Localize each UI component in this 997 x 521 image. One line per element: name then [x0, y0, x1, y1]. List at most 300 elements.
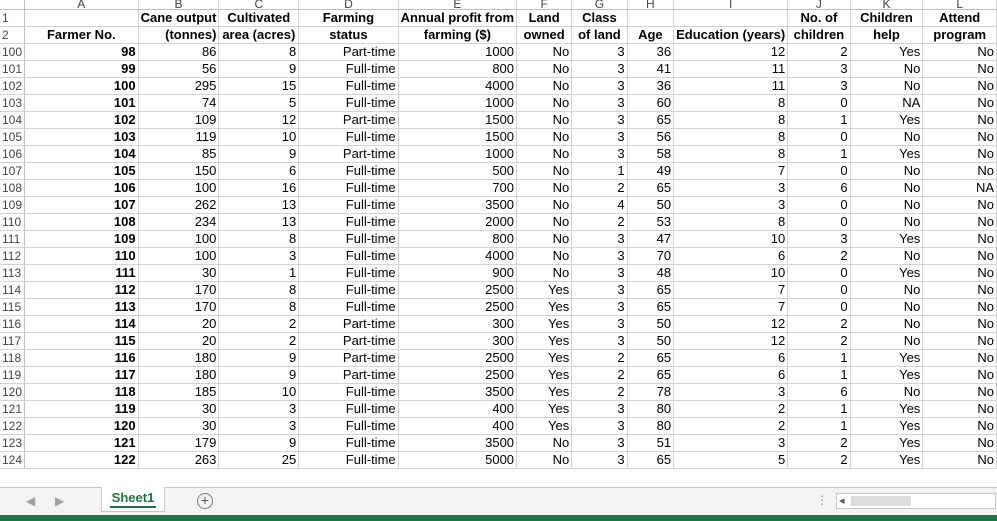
data-cell[interactable]: 150	[138, 163, 219, 180]
data-cell[interactable]: Full-time	[299, 95, 398, 112]
header-cell[interactable]	[25, 10, 139, 27]
data-cell[interactable]: No	[517, 78, 572, 95]
data-cell[interactable]: 65	[627, 112, 674, 129]
data-cell[interactable]: 106	[25, 180, 139, 197]
data-cell[interactable]: 170	[138, 282, 219, 299]
data-cell[interactable]: 3	[572, 435, 627, 452]
data-cell[interactable]: 3500	[398, 197, 516, 214]
row-number[interactable]: 104	[0, 112, 25, 129]
data-cell[interactable]: 180	[138, 367, 219, 384]
data-cell[interactable]: 80	[627, 401, 674, 418]
data-cell[interactable]: 7	[674, 163, 788, 180]
data-cell[interactable]: Yes	[517, 333, 572, 350]
column-header[interactable]: C	[219, 0, 299, 10]
data-cell[interactable]: NA	[923, 180, 997, 197]
data-cell[interactable]: Yes	[850, 44, 923, 61]
data-cell[interactable]: 170	[138, 299, 219, 316]
data-cell[interactable]: No	[517, 163, 572, 180]
data-cell[interactable]: 6	[674, 350, 788, 367]
data-cell[interactable]: Yes	[850, 146, 923, 163]
data-cell[interactable]: 2	[788, 248, 850, 265]
column-header[interactable]: H	[627, 0, 674, 10]
data-cell[interactable]: 1000	[398, 146, 516, 163]
data-cell[interactable]: Yes	[517, 418, 572, 435]
data-cell[interactable]: 800	[398, 231, 516, 248]
data-cell[interactable]: 3	[572, 452, 627, 469]
data-cell[interactable]: No	[517, 129, 572, 146]
data-cell[interactable]: NA	[850, 95, 923, 112]
data-cell[interactable]: 295	[138, 78, 219, 95]
data-cell[interactable]: No	[850, 214, 923, 231]
data-cell[interactable]: 3	[572, 299, 627, 316]
column-header[interactable]: B	[138, 0, 219, 10]
data-cell[interactable]: 0	[788, 95, 850, 112]
data-cell[interactable]: No	[850, 333, 923, 350]
row-number[interactable]: 115	[0, 299, 25, 316]
data-cell[interactable]: 56	[627, 129, 674, 146]
data-cell[interactable]: 400	[398, 401, 516, 418]
data-cell[interactable]: 2	[572, 367, 627, 384]
data-cell[interactable]: 122	[25, 452, 139, 469]
data-cell[interactable]: 2	[788, 333, 850, 350]
column-header[interactable]: D	[299, 0, 398, 10]
select-all-corner[interactable]	[0, 0, 25, 10]
data-cell[interactable]: 1	[788, 146, 850, 163]
data-cell[interactable]: Full-time	[299, 61, 398, 78]
data-cell[interactable]: 113	[25, 299, 139, 316]
data-cell[interactable]: 112	[25, 282, 139, 299]
header-cell[interactable]: Age	[627, 27, 674, 44]
data-cell[interactable]: 185	[138, 384, 219, 401]
data-cell[interactable]: Yes	[517, 316, 572, 333]
data-cell[interactable]: 2500	[398, 299, 516, 316]
data-cell[interactable]: 8	[219, 231, 299, 248]
data-cell[interactable]: 86	[138, 44, 219, 61]
data-cell[interactable]: 65	[627, 367, 674, 384]
data-cell[interactable]: 3	[572, 333, 627, 350]
data-cell[interactable]: No	[850, 299, 923, 316]
data-cell[interactable]: 100	[138, 248, 219, 265]
data-cell[interactable]: 800	[398, 61, 516, 78]
data-cell[interactable]: No	[923, 112, 997, 129]
header-cell[interactable]: Farming	[299, 10, 398, 27]
data-cell[interactable]: 20	[138, 333, 219, 350]
data-cell[interactable]: Part-time	[299, 350, 398, 367]
data-cell[interactable]: 2500	[398, 282, 516, 299]
data-cell[interactable]: 5	[219, 95, 299, 112]
data-cell[interactable]: 3	[219, 418, 299, 435]
data-cell[interactable]: 13	[219, 214, 299, 231]
data-cell[interactable]: 1	[788, 367, 850, 384]
tab-scroll-left-icon[interactable]: ◀	[26, 494, 36, 508]
data-cell[interactable]: 6	[674, 367, 788, 384]
data-cell[interactable]: No	[850, 78, 923, 95]
data-cell[interactable]: Full-time	[299, 418, 398, 435]
data-cell[interactable]: No	[850, 129, 923, 146]
row-number[interactable]: 108	[0, 180, 25, 197]
data-cell[interactable]: 3	[572, 44, 627, 61]
data-cell[interactable]: 60	[627, 95, 674, 112]
data-cell[interactable]: 900	[398, 265, 516, 282]
row-number[interactable]: 109	[0, 197, 25, 214]
data-cell[interactable]: Part-time	[299, 333, 398, 350]
header-cell[interactable]	[627, 10, 674, 27]
header-cell[interactable]: Land	[517, 10, 572, 27]
data-cell[interactable]: No	[850, 282, 923, 299]
data-cell[interactable]: 8	[674, 214, 788, 231]
data-cell[interactable]: 9	[219, 435, 299, 452]
data-cell[interactable]: 49	[627, 163, 674, 180]
header-cell[interactable]: Cultivated	[219, 10, 299, 27]
data-cell[interactable]: 12	[674, 333, 788, 350]
data-cell[interactable]: 3	[674, 435, 788, 452]
data-cell[interactable]: 50	[627, 197, 674, 214]
data-cell[interactable]: 118	[25, 384, 139, 401]
data-cell[interactable]: 3500	[398, 435, 516, 452]
data-cell[interactable]: 8	[674, 95, 788, 112]
header-cell[interactable]: owned	[517, 27, 572, 44]
data-cell[interactable]: 78	[627, 384, 674, 401]
data-cell[interactable]: 20	[138, 316, 219, 333]
data-cell[interactable]: Yes	[517, 401, 572, 418]
data-cell[interactable]: No	[517, 112, 572, 129]
data-cell[interactable]: 111	[25, 265, 139, 282]
data-cell[interactable]: 41	[627, 61, 674, 78]
data-cell[interactable]: 4000	[398, 248, 516, 265]
column-header[interactable]: A	[25, 0, 139, 10]
data-cell[interactable]: 117	[25, 367, 139, 384]
data-cell[interactable]: 58	[627, 146, 674, 163]
data-cell[interactable]: 36	[627, 44, 674, 61]
data-cell[interactable]: Part-time	[299, 316, 398, 333]
data-cell[interactable]: 65	[627, 350, 674, 367]
data-cell[interactable]: No	[923, 129, 997, 146]
data-cell[interactable]: 300	[398, 333, 516, 350]
data-cell[interactable]: Full-time	[299, 282, 398, 299]
header-cell[interactable]: (tonnes)	[138, 27, 219, 44]
row-number[interactable]: 107	[0, 163, 25, 180]
data-cell[interactable]: 3	[572, 112, 627, 129]
data-cell[interactable]: 30	[138, 265, 219, 282]
data-cell[interactable]: 1500	[398, 112, 516, 129]
data-cell[interactable]: 65	[627, 180, 674, 197]
header-cell[interactable]: help	[850, 27, 923, 44]
column-header[interactable]: L	[923, 0, 997, 10]
data-cell[interactable]: 1500	[398, 129, 516, 146]
scrollbar-thumb[interactable]	[851, 496, 911, 506]
data-cell[interactable]: Yes	[850, 367, 923, 384]
data-cell[interactable]: 2	[219, 316, 299, 333]
data-cell[interactable]: 102	[25, 112, 139, 129]
row-number[interactable]: 122	[0, 418, 25, 435]
data-cell[interactable]: 1000	[398, 95, 516, 112]
column-header[interactable]: K	[850, 0, 923, 10]
data-cell[interactable]: No	[517, 61, 572, 78]
data-cell[interactable]: Yes	[850, 418, 923, 435]
data-cell[interactable]: 2	[788, 435, 850, 452]
data-cell[interactable]: No	[923, 333, 997, 350]
data-cell[interactable]: 109	[25, 231, 139, 248]
data-cell[interactable]: No	[517, 95, 572, 112]
column-header[interactable]: I	[674, 0, 788, 10]
add-sheet-button[interactable]: +	[197, 493, 213, 509]
column-header[interactable]: J	[788, 0, 850, 10]
row-number[interactable]: 116	[0, 316, 25, 333]
data-cell[interactable]: 0	[788, 214, 850, 231]
data-cell[interactable]: 9	[219, 367, 299, 384]
data-cell[interactable]: 3	[572, 401, 627, 418]
header-cell[interactable]: Children	[850, 10, 923, 27]
data-cell[interactable]: Part-time	[299, 367, 398, 384]
data-cell[interactable]: 2	[674, 418, 788, 435]
data-cell[interactable]: 0	[788, 197, 850, 214]
data-cell[interactable]: 119	[138, 129, 219, 146]
header-cell[interactable]: program	[923, 27, 997, 44]
data-cell[interactable]: 262	[138, 197, 219, 214]
row-number[interactable]: 101	[0, 61, 25, 78]
header-cell[interactable]: of land	[572, 27, 627, 44]
data-cell[interactable]: 114	[25, 316, 139, 333]
row-number[interactable]: 111	[0, 231, 25, 248]
data-cell[interactable]: No	[923, 316, 997, 333]
data-cell[interactable]: 10	[674, 231, 788, 248]
data-cell[interactable]: 2500	[398, 367, 516, 384]
row-number[interactable]: 120	[0, 384, 25, 401]
row-number[interactable]: 1	[0, 10, 25, 27]
data-cell[interactable]: 3	[572, 78, 627, 95]
data-cell[interactable]: 4000	[398, 78, 516, 95]
header-cell[interactable]	[674, 10, 788, 27]
horizontal-scrollbar[interactable]	[836, 493, 996, 509]
data-cell[interactable]: 103	[25, 129, 139, 146]
data-cell[interactable]: No	[923, 163, 997, 180]
data-cell[interactable]: 105	[25, 163, 139, 180]
data-cell[interactable]: Full-time	[299, 163, 398, 180]
data-cell[interactable]: 2000	[398, 214, 516, 231]
data-cell[interactable]: Full-time	[299, 299, 398, 316]
data-cell[interactable]: Yes	[850, 112, 923, 129]
row-number[interactable]: 103	[0, 95, 25, 112]
row-number[interactable]: 100	[0, 44, 25, 61]
data-cell[interactable]: No	[517, 248, 572, 265]
data-cell[interactable]: 5	[674, 452, 788, 469]
data-cell[interactable]: 65	[627, 452, 674, 469]
data-cell[interactable]: 0	[788, 163, 850, 180]
data-cell[interactable]: No	[850, 197, 923, 214]
data-cell[interactable]: 3	[788, 61, 850, 78]
data-cell[interactable]: 50	[627, 316, 674, 333]
data-cell[interactable]: No	[923, 231, 997, 248]
row-number[interactable]: 106	[0, 146, 25, 163]
data-cell[interactable]: No	[517, 265, 572, 282]
header-cell[interactable]: Class	[572, 10, 627, 27]
data-cell[interactable]: 80	[627, 418, 674, 435]
row-number[interactable]: 105	[0, 129, 25, 146]
data-cell[interactable]: No	[923, 214, 997, 231]
data-cell[interactable]: Full-time	[299, 452, 398, 469]
data-cell[interactable]: No	[517, 146, 572, 163]
data-cell[interactable]: No	[517, 435, 572, 452]
row-number[interactable]: 117	[0, 333, 25, 350]
data-cell[interactable]: 6	[788, 180, 850, 197]
data-cell[interactable]: 3500	[398, 384, 516, 401]
data-cell[interactable]: No	[517, 197, 572, 214]
data-cell[interactable]: 30	[138, 401, 219, 418]
data-cell[interactable]: 5000	[398, 452, 516, 469]
data-cell[interactable]: 100	[138, 180, 219, 197]
column-header[interactable]: E	[398, 0, 516, 10]
data-cell[interactable]: 116	[25, 350, 139, 367]
data-cell[interactable]: No	[850, 384, 923, 401]
data-cell[interactable]: No	[923, 95, 997, 112]
data-cell[interactable]: 3	[219, 401, 299, 418]
header-cell[interactable]: status	[299, 27, 398, 44]
data-cell[interactable]: 16	[219, 180, 299, 197]
data-cell[interactable]: 500	[398, 163, 516, 180]
data-cell[interactable]: No	[850, 248, 923, 265]
data-cell[interactable]: Full-time	[299, 197, 398, 214]
data-cell[interactable]: 180	[138, 350, 219, 367]
data-cell[interactable]: No	[517, 180, 572, 197]
data-cell[interactable]: No	[923, 44, 997, 61]
data-cell[interactable]: 2	[219, 333, 299, 350]
data-cell[interactable]: 3	[219, 248, 299, 265]
row-number[interactable]: 102	[0, 78, 25, 95]
data-cell[interactable]: 0	[788, 129, 850, 146]
data-cell[interactable]: 119	[25, 401, 139, 418]
data-cell[interactable]: 51	[627, 435, 674, 452]
data-cell[interactable]: 1	[788, 112, 850, 129]
data-cell[interactable]: 36	[627, 78, 674, 95]
scroll-left-icon[interactable]: ◂	[839, 495, 845, 507]
header-cell[interactable]: Education (years)	[674, 27, 788, 44]
data-cell[interactable]: No	[923, 435, 997, 452]
data-cell[interactable]: Part-time	[299, 112, 398, 129]
data-cell[interactable]: Full-time	[299, 401, 398, 418]
row-number[interactable]: 123	[0, 435, 25, 452]
data-cell[interactable]: No	[923, 299, 997, 316]
data-cell[interactable]: 2	[572, 350, 627, 367]
data-cell[interactable]: 3	[788, 231, 850, 248]
data-cell[interactable]: Yes	[850, 350, 923, 367]
data-cell[interactable]: 3	[788, 78, 850, 95]
data-cell[interactable]: 121	[25, 435, 139, 452]
data-cell[interactable]: 65	[627, 299, 674, 316]
data-cell[interactable]: 0	[788, 282, 850, 299]
data-cell[interactable]: 74	[138, 95, 219, 112]
data-cell[interactable]: 100	[138, 231, 219, 248]
data-cell[interactable]: 3	[674, 197, 788, 214]
row-number[interactable]: 2	[0, 27, 25, 44]
data-cell[interactable]: Part-time	[299, 146, 398, 163]
data-cell[interactable]: Yes	[517, 367, 572, 384]
data-cell[interactable]: 107	[25, 197, 139, 214]
row-number[interactable]: 121	[0, 401, 25, 418]
column-header[interactable]: F	[517, 0, 572, 10]
data-cell[interactable]: 263	[138, 452, 219, 469]
data-cell[interactable]: No	[923, 350, 997, 367]
header-cell[interactable]: children	[788, 27, 850, 44]
row-number[interactable]: 124	[0, 452, 25, 469]
data-cell[interactable]: 48	[627, 265, 674, 282]
data-cell[interactable]: 0	[788, 265, 850, 282]
data-cell[interactable]: 3	[572, 265, 627, 282]
data-cell[interactable]: Yes	[850, 265, 923, 282]
data-cell[interactable]: 3	[572, 146, 627, 163]
data-cell[interactable]: No	[923, 197, 997, 214]
data-cell[interactable]: 85	[138, 146, 219, 163]
data-cell[interactable]: 2	[674, 401, 788, 418]
data-cell[interactable]: No	[923, 265, 997, 282]
data-cell[interactable]: 3	[572, 231, 627, 248]
data-cell[interactable]: 234	[138, 214, 219, 231]
header-cell[interactable]: Annual profit from	[398, 10, 516, 27]
data-cell[interactable]: No	[923, 282, 997, 299]
data-cell[interactable]: 115	[25, 333, 139, 350]
data-cell[interactable]: No	[923, 384, 997, 401]
data-cell[interactable]: 179	[138, 435, 219, 452]
data-cell[interactable]: Part-time	[299, 44, 398, 61]
data-cell[interactable]: 3	[572, 316, 627, 333]
data-cell[interactable]: 1	[219, 265, 299, 282]
row-number[interactable]: 119	[0, 367, 25, 384]
data-cell[interactable]: 3	[674, 180, 788, 197]
data-cell[interactable]: Full-time	[299, 265, 398, 282]
data-cell[interactable]: Full-time	[299, 129, 398, 146]
row-number[interactable]: 114	[0, 282, 25, 299]
data-cell[interactable]: 3	[572, 95, 627, 112]
data-cell[interactable]: No	[923, 146, 997, 163]
data-cell[interactable]: 13	[219, 197, 299, 214]
data-cell[interactable]: 6	[219, 163, 299, 180]
data-cell[interactable]: Yes	[517, 350, 572, 367]
data-cell[interactable]: 2500	[398, 350, 516, 367]
data-cell[interactable]: Yes	[517, 282, 572, 299]
data-cell[interactable]: No	[850, 316, 923, 333]
row-number[interactable]: 113	[0, 265, 25, 282]
data-cell[interactable]: No	[517, 452, 572, 469]
data-cell[interactable]: Full-time	[299, 384, 398, 401]
data-cell[interactable]: 8	[674, 146, 788, 163]
data-cell[interactable]: 4	[572, 197, 627, 214]
more-options-icon[interactable]: ⋮	[816, 493, 828, 507]
data-cell[interactable]: 8	[219, 282, 299, 299]
data-cell[interactable]: 2	[788, 316, 850, 333]
data-cell[interactable]: 12	[219, 112, 299, 129]
data-cell[interactable]: 3	[674, 384, 788, 401]
data-cell[interactable]: 25	[219, 452, 299, 469]
data-cell[interactable]: 400	[398, 418, 516, 435]
data-cell[interactable]: No	[923, 452, 997, 469]
data-cell[interactable]: 98	[25, 44, 139, 61]
data-cell[interactable]: 8	[219, 44, 299, 61]
data-cell[interactable]: No	[517, 214, 572, 231]
data-cell[interactable]: 3	[572, 248, 627, 265]
data-cell[interactable]: No	[923, 367, 997, 384]
data-cell[interactable]: No	[923, 61, 997, 78]
data-cell[interactable]: 70	[627, 248, 674, 265]
data-cell[interactable]: No	[517, 231, 572, 248]
data-cell[interactable]: No	[923, 78, 997, 95]
tab-sheet1[interactable]	[101, 487, 165, 512]
data-cell[interactable]: 3	[572, 282, 627, 299]
data-cell[interactable]: 0	[788, 299, 850, 316]
data-cell[interactable]: 11	[674, 61, 788, 78]
header-cell[interactable]: Cane output	[138, 10, 219, 27]
data-cell[interactable]: Yes	[850, 452, 923, 469]
data-cell[interactable]: Full-time	[299, 78, 398, 95]
data-cell[interactable]: 8	[674, 129, 788, 146]
